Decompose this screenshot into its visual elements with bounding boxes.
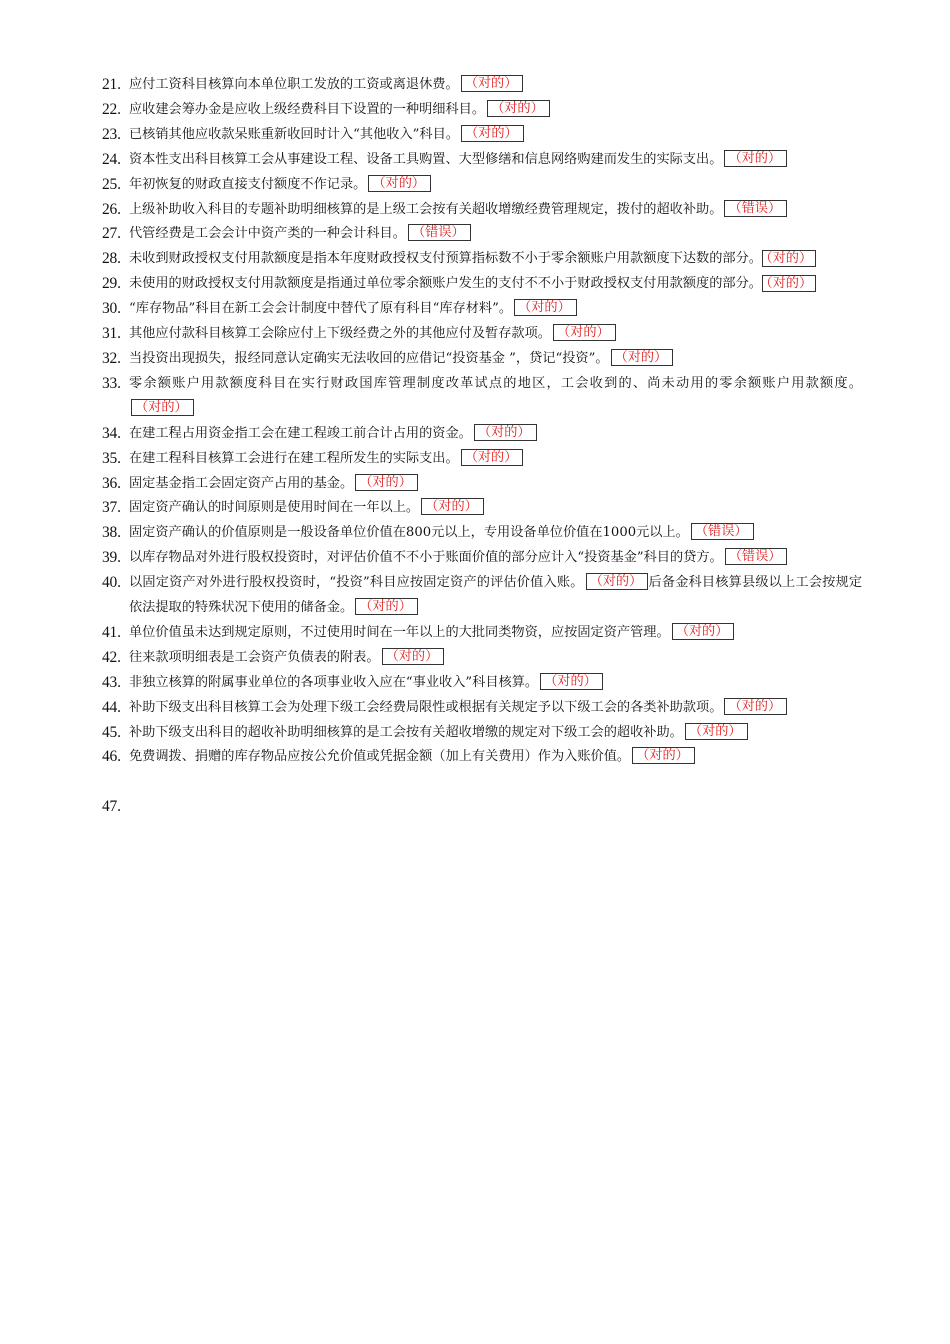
- item-text: [129, 521, 862, 546]
- item-number: 43.: [102, 673, 121, 691]
- list-item: [102, 222, 862, 247]
- item-number: 23.: [102, 125, 121, 143]
- list-item: [102, 696, 862, 721]
- item-number: 41.: [102, 623, 121, 641]
- list-item: [102, 148, 862, 173]
- list-item: [102, 123, 862, 148]
- answer-box: （对的）: [672, 623, 735, 640]
- answer-box: （错误）: [408, 224, 471, 241]
- answer-box: （对的）: [355, 598, 418, 615]
- item-text: [129, 745, 862, 770]
- item-text: [129, 347, 862, 372]
- statement-text: 后备金科目核算县级以上工会按规定依法提取的特殊状况下使用的储备金。: [129, 575, 863, 616]
- statement-text: 其他应付款科目核算工会除应付上下级经费之外的其他应付及暂存款项。: [129, 326, 551, 342]
- answer-box: （对的）: [632, 747, 695, 764]
- statement-text: 在建工程科目核算工会进行在建工程所发生的实际支出。: [129, 450, 459, 466]
- list-item-last: [102, 795, 862, 820]
- statement-text: 以固定资产对外进行股权投资时，“投资”科目应按固定资产的评估价值入账。: [129, 575, 584, 591]
- item-text: [129, 73, 862, 98]
- list-item: [102, 98, 862, 123]
- list-item: [102, 671, 862, 696]
- item-number: 36.: [102, 474, 121, 492]
- item-text: [129, 372, 862, 422]
- item-number: 42.: [102, 648, 121, 666]
- list-item: [102, 646, 862, 671]
- statement-text: 补助下级支出科目的超收补助明细核算的是工会按有关超收增缴的规定对下级工会的超收补助。: [129, 724, 683, 740]
- answer-box: （对的）: [540, 673, 603, 690]
- answer-box: （错误）: [691, 523, 754, 540]
- list-item: [102, 297, 862, 322]
- list-item: [102, 447, 862, 472]
- statement-text: 非独立核算的附属事业单位的各项事业收入应在“事业收入”科目核算。: [129, 674, 539, 690]
- item-number: 30.: [102, 300, 121, 318]
- answer-box: （对的）: [762, 250, 816, 267]
- statement-text: 固定基金指工会固定资产占用的基金。: [129, 475, 354, 491]
- statement-text: 固定资产确认的时间原则是使用时间在一年以上。: [129, 500, 420, 516]
- item-text: [129, 247, 862, 272]
- answer-box: （对的）: [586, 573, 649, 590]
- item-text: [129, 447, 862, 472]
- answer-box: （对的）: [685, 723, 748, 740]
- item-text: [129, 696, 862, 721]
- item-number: 45.: [102, 723, 121, 741]
- list-item: [102, 521, 862, 546]
- item-text: [129, 148, 862, 173]
- item-text: [129, 173, 862, 198]
- answer-box: （对的）: [368, 175, 431, 192]
- list-item: [102, 322, 862, 347]
- list-item: [102, 73, 862, 98]
- item-text: [129, 98, 862, 123]
- list-item: [102, 745, 862, 770]
- item-number: 24.: [102, 150, 121, 168]
- statement-text: 补助下级支出科目核算工会为处理下级工会经费局限性或根据有关规定予以下级工会的各类补助款项。: [129, 699, 723, 715]
- statement-text: 单位价值虽未达到规定原则，不过使用时间在一年以上的大批同类物资，应按固定资产管理。: [129, 624, 670, 640]
- item-text: [129, 272, 862, 297]
- list-item: [102, 272, 862, 297]
- list-item: [102, 198, 862, 223]
- list-item: [102, 347, 862, 372]
- answer-box: （对的）: [474, 424, 537, 441]
- answer-box: （对的）: [553, 324, 616, 341]
- item-number: 26.: [102, 200, 121, 218]
- list-item: [102, 472, 862, 497]
- item-text: [129, 297, 862, 322]
- answer-box: （对的）: [724, 150, 787, 167]
- item-number: 39.: [102, 549, 121, 567]
- list-item: [102, 721, 862, 746]
- item-text: [129, 422, 862, 447]
- item-text: [129, 222, 862, 247]
- statement-text: 当投资出现损失，报经同意认定确实无法收回的应借记“投资基金 ”，贷记“投资”。: [129, 350, 609, 366]
- statement-text: 年初恢复的财政直接支付额度不作记录。: [129, 176, 367, 192]
- statement-text: 未使用的财政授权支付用款额度是指通过单位零余额账户发生的支付不不小于财政授权支付用款额度的部分。: [129, 276, 762, 292]
- answer-box: （对的）: [724, 698, 787, 715]
- item-text: [129, 123, 862, 148]
- statement-text: 未收到财政授权支付用款额度是指本年度财政授权支付预算指标数不小于零余额账户用款额度下达数的部分。: [129, 251, 762, 267]
- item-text: [129, 671, 862, 696]
- statement-text: 资本性支出科目核算工会从事建设工程、设备工具购置、大型修缮和信息网络购建而发生的实际支出。: [129, 151, 723, 167]
- list-item: [102, 621, 862, 646]
- answer-box: （对的）: [131, 399, 194, 416]
- statement-text: 应收建会筹办金是应收上级经费科目下设置的一种明细科目。: [129, 101, 486, 117]
- item-number: 33.: [102, 374, 121, 392]
- answer-box: （错误）: [725, 548, 788, 565]
- item-text: [129, 721, 862, 746]
- item-text: [129, 621, 862, 646]
- answer-box: （对的）: [611, 349, 674, 366]
- statement-text: 固定资产确认的价值原则是一般设备单位价值在800元以上，专用设备单位价值在1000元以上。: [129, 525, 689, 541]
- document-page: [102, 73, 862, 820]
- item-text: [129, 496, 862, 521]
- statement-text: 上级补助收入科目的专题补助明细核算的是上级工会按有关超收增缴经费管理规定，拨付的超收补助。: [129, 201, 723, 217]
- answer-box: （错误）: [724, 200, 787, 217]
- statement-text: 在建工程占用资金指工会在建工程竣工前合计占用的资金。: [129, 425, 472, 441]
- item-number: 34.: [102, 424, 121, 442]
- question-list: [102, 73, 862, 770]
- item-number: 29.: [102, 275, 121, 293]
- item-text: [129, 322, 862, 347]
- statement-text: 已核销其他应收款呆账重新收回时计入“其他收入”科目。: [129, 126, 459, 142]
- statement-text: 以库存物品对外进行股权投资时，对评估价值不不小于账面价值的部分应计入“投资基金”科目的贷方。: [129, 550, 723, 566]
- item-number: 32.: [102, 349, 121, 367]
- answer-box: （对的）: [382, 648, 445, 665]
- item-number: 46.: [102, 748, 121, 766]
- answer-box: （对的）: [461, 75, 524, 92]
- item-number: 31.: [102, 325, 121, 343]
- answer-box: （对的）: [461, 449, 524, 466]
- list-item: [102, 422, 862, 447]
- answer-box: （对的）: [487, 100, 550, 117]
- statement-text: 应付工资科目核算向本单位职工发放的工资或离退休费。: [129, 77, 459, 92]
- item-text: [129, 646, 862, 671]
- statement-text: 免费调拨、捐赠的库存物品应按公允价值或凭据金额（加上有关费用）作为入账价值。: [129, 749, 631, 765]
- item-number: 38.: [102, 524, 121, 542]
- list-item: [102, 496, 862, 521]
- item-text: [129, 546, 862, 571]
- item-number: 25.: [102, 175, 121, 193]
- item-number: 22.: [102, 100, 121, 118]
- item-number: 35.: [102, 449, 121, 467]
- statement-text: 代管经费是工会会计中资产类的一种会计科目。: [129, 226, 406, 242]
- list-item: [102, 546, 862, 571]
- item-number: 21.: [102, 76, 121, 93]
- item-text: [129, 198, 862, 223]
- item-number: 44.: [102, 698, 121, 716]
- answer-box: （对的）: [461, 125, 524, 142]
- statement-text: “库存物品”科目在新工会会计制度中替代了原有科目“库存材料”。: [129, 301, 513, 317]
- answer-box: （对的）: [514, 299, 577, 316]
- answer-box: （对的）: [421, 498, 484, 515]
- item-text: [129, 472, 862, 497]
- item-number: 28.: [102, 250, 121, 268]
- answer-box: （对的）: [762, 275, 816, 292]
- answer-box: （对的）: [355, 474, 418, 491]
- statement-text: 零余额账户用款额度科目在实行财政国库管理制度改革试点的地区，工会收到的、尚未动用的零余额账户用款额度。: [129, 375, 862, 391]
- item-number: 47.: [102, 798, 121, 816]
- list-item: [102, 571, 862, 621]
- item-number: 27.: [102, 225, 121, 243]
- statement-text: 往来款项明细表是工会资产负债表的附表。: [129, 649, 380, 665]
- item-text: [129, 571, 862, 621]
- item-number: 40.: [102, 574, 121, 592]
- list-item: [102, 173, 862, 198]
- item-number: 37.: [102, 499, 121, 517]
- list-item: [102, 247, 862, 272]
- list-item: [102, 372, 862, 422]
- blank-line: [102, 770, 862, 795]
